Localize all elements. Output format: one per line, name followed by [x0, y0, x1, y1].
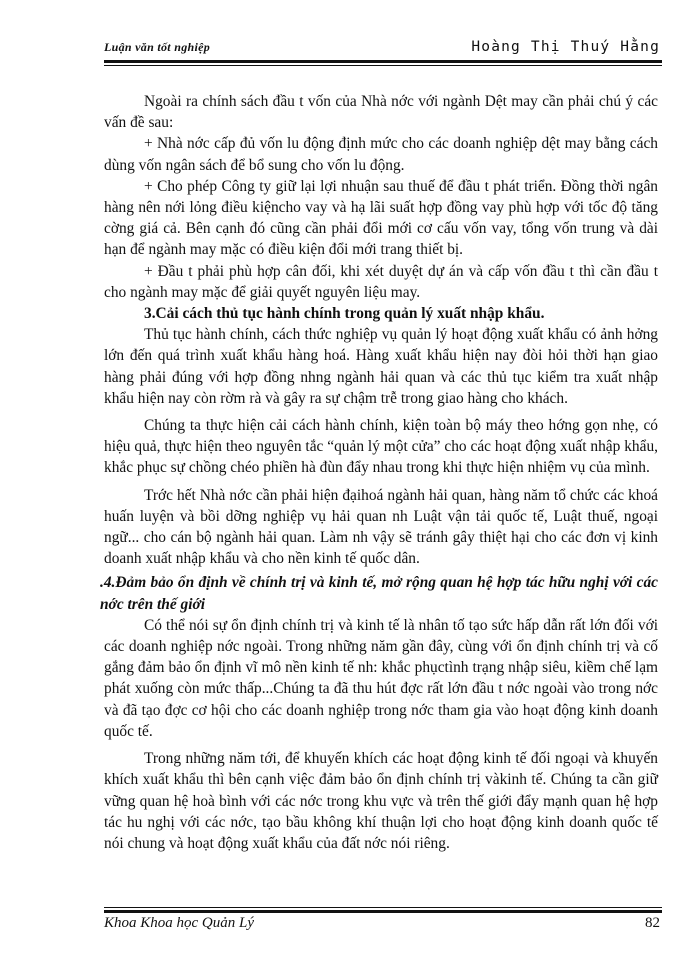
paragraph: Ngoài ra chính sách đầu t vốn của Nhà nớc với ngành Dệt may cần phải chú ý các vấn đề sau: [104, 93, 658, 132]
author-name: Hoàng Thị Thuý Hằng [471, 39, 660, 55]
paragraph: + Đầu t phải phù hợp cân đối, khi xét duyệt dự án và cấp vốn đầu t thì cần đầu t cho ngành may mặc để giải quyết nguyên liệu may. [104, 262, 658, 301]
paragraph: Chúng ta thực hiện cải cách hành chính, kiện toàn bộ máy theo hớng gọn nhẹ, có hiệu quả, thực hiện theo nguyên tắc “quản lý một cửa” cho các hoạt động xuất nhập khẩu, khắc phục sự chồng chéo phiền hà đùn đẩy nhau trong khi thực hiện nhiệm vụ của mình. [104, 417, 658, 477]
paragraph: + Nhà nớc cấp đủ vốn lu động định mức cho các doanh nghiệp dệt may bằng cách dùng vốn ngân sách để bổ sung cho vốn lu động. [104, 135, 658, 174]
section-heading-4: .4.Đảm bảo ổn định về chính trị và kinh tế, mở rộng quan hệ hợp tác hữu nghị với các nớc trên thế giới [100, 574, 658, 613]
faculty-name: Khoa Khoa học Quản Lý [104, 914, 254, 931]
paragraph: Trong những năm tới, để khuyến khích các hoạt động kinh tế đối ngoại và khuyến khích xuất khẩu thì bên cạnh việc đảm bảo ổn định chính trị vàkinh tế. Chúng ta cần giữ vững quan hệ hoà bình với các nớc trong khu vực và trên thế giới đẩy mạnh quan hệ hợp tác hu nghị với các nớc, tạo bầu không khí thuận lợi cho hoạt động kinh doanh quốc tế nói chung và hoạt động xuất khẩu của đất nớc nói riêng. [104, 750, 658, 852]
paragraph: Thủ tục hành chính, cách thức nghiệp vụ quản lý hoạt động xuất khẩu có ảnh hởng lớn đến quá trình xuất khẩu hàng hoá. Hàng xuất khẩu hiện nay đòi hỏi thời hạn giao hàng phải đúng với hợp đồng nhng ngành hải quan và các thủ tục kiểm tra xuất nhập khẩu hiện nay còn rờm rà và gây ra sự chậm trễ trong giao hàng cho khách. [104, 326, 658, 407]
thesis-label: Luận văn tốt nghiệp [104, 40, 211, 54]
page-footer [104, 913, 660, 933]
paragraph: + Cho phép Công ty giữ lại lợi nhuận sau thuế để đầu t phát triển. Đồng thời ngân hàng nên nới lỏng điều kiệncho vay và hạ lãi suất hợp đồng vay phù hợp với tốc độ tăng cờng giá cả. Bên cạnh đó cũng cần phải đổi mới cơ cấu vốn vay, tổng vốn trung và dài hạn để ngành may mặc có điều kiện đổi mới trang thiết bị. [104, 177, 658, 259]
header-rule [104, 60, 662, 66]
page-header [104, 33, 660, 55]
section-heading-3: 3.Cải cách thủ tục hành chính trong quản lý xuất nhập khẩu. [144, 305, 545, 323]
body-text [100, 91, 658, 854]
page-number: 82 [645, 914, 660, 931]
paragraph: Trớc hết Nhà nớc cần phải hiện đạihoá ngành hải quan, hàng năm tổ chức các khoá huấn luyện và bồi dỡng nghiệp vụ hải quan nh Luật vận tải quốc tế, Luật thuế, ngoại ngữ... cho cán bộ ngành hải quan. Làm nh vậy sẽ tránh gây thiệt hại cho các đơn vị kinh doanh xuất nhập khẩu và cho nền kinh tế quốc dân. [104, 486, 658, 568]
paragraph: Có thể nói sự ổn định chính trị và kinh tế là nhân tố tạo sức hấp dẫn rất lớn đối với các doanh nghiệp nớc ngoài. Trong những năm gần đây, cùng với ổn định chính trị và cố gắng đảm bảo ổn định vĩ mô nền kinh tế nh: khắc phụctình trạng nhập siêu, kiềm chế lạm phát xuống còn mức thấp...Chúng ta đã thu hút đợc rất lớn đầu t nớc ngoài vào trong nớc và đã tạo đợc cơ hội cho các doanh nghiệp trong nớc tham gia vào hoạt động kinh doanh quốc tế. [104, 616, 658, 740]
